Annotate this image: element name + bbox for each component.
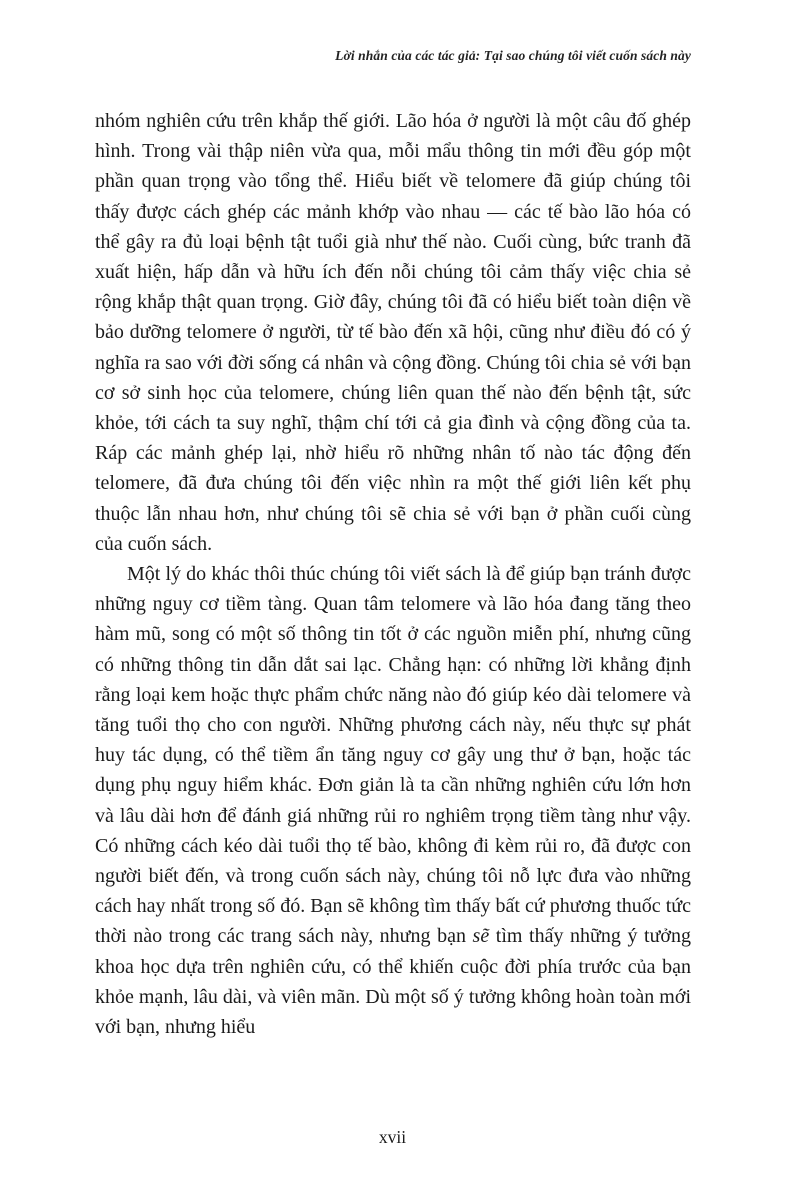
running-header: Lời nhắn của các tác giả: Tại sao chúng tôi viết cuốn sách này (335, 48, 691, 63)
text-segment: tìm thấy những ý tưởng khoa học dựa trên nghiên cứu, có thể khiến cuộc đời phía trước của bạn khỏe mạnh, lâu dài, và viên mãn. Dù một số ý tưởng không hoàn toàn mới với bạn, nhưng hiểu (95, 925, 691, 1039)
text-segment: nhóm nghiên cứu trên khắp thế giới. Lão hóa ở người là một câu đố ghép hình. Trong vài thập niên vừa qua, mỗi mẩu thông tin mới đều góp một phần quan trọng vào tổng thể. Hiểu biết về telomere đã giúp chúng tôi thấy được cách ghép các mảnh khớp vào nhau — các tế bào lão hóa có thể gây ra đủ loại bệnh tật tuổi già như thế nào. Cuối cùng, bức tranh đã xuất hiện, hấp dẫn và hữu ích đến nỗi chúng tôi cảm thấy việc chia sẻ rộng khắp thật quan trọng. Giờ đây, chúng tôi đã có hiểu biết toàn diện về bảo dưỡng telomere ở người, từ tế bào đến xã hội, cũng như điều đó có ý nghĩa ra sao với đời sống cá nhân và cộng đồng. Chúng tôi chia sẻ với bạn cơ sở sinh học của telomere, chúng liên quan thế nào đến bệnh tật, sức khỏe, tới cách ta suy nghĩ, thậm chí tới cả gia đình và cộng đồng của ta. Ráp các mảnh ghép lại, nhờ hiểu rõ những nhân tố nào tác động đến telomere, đã đưa chúng tôi đến việc nhìn ra một thế giới liên kết phụ thuộc lẫn nhau hơn, như chúng tôi sẽ chia sẻ với bạn ở phần cuối cùng của cuốn sách. (95, 110, 691, 555)
text-segment: Một lý do khác thôi thúc chúng tôi viết sách là để giúp bạn tránh được những nguy cơ tiềm tàng. Quan tâm telomere và lão hóa đang tăng theo hàm mũ, song có một số thông tin tốt ở các nguồn miễn phí, nhưng cũng có những thông tin dẫn dắt sai lạc. Chẳng hạn: có những lời khẳng định rằng loại kem hoặc thực phẩm chức năng nào đó giúp kéo dài telomere và tăng tuổi thọ cho con người. Những phương cách này, nếu thực sự phát huy tác dụng, có thể tiềm ẩn tăng nguy cơ gây ung thư ở bạn, hoặc tác dụng phụ nguy hiểm khác. Đơn giản là ta cần những nghiên cứu lớn hơn và lâu dài hơn để đánh giá những rủi ro nghiêm trọng tiềm tàng như vậy. Có những cách kéo dài tuổi thọ tế bào, không đi kèm rủi ro, đã được con người biết đến, và trong cuốn sách này, chúng tôi nỗ lực đưa vào những cách hay nhất trong số đó. Bạn sẽ không tìm thấy bất cứ phương thuốc tức thời nào trong các trang sách này, nhưng bạn (95, 563, 691, 948)
page-body (95, 106, 691, 1042)
paragraph (95, 559, 691, 1042)
paragraph (95, 106, 691, 559)
page-number: xvii (378, 1127, 407, 1147)
italic-text-segment: sẽ (472, 925, 490, 948)
